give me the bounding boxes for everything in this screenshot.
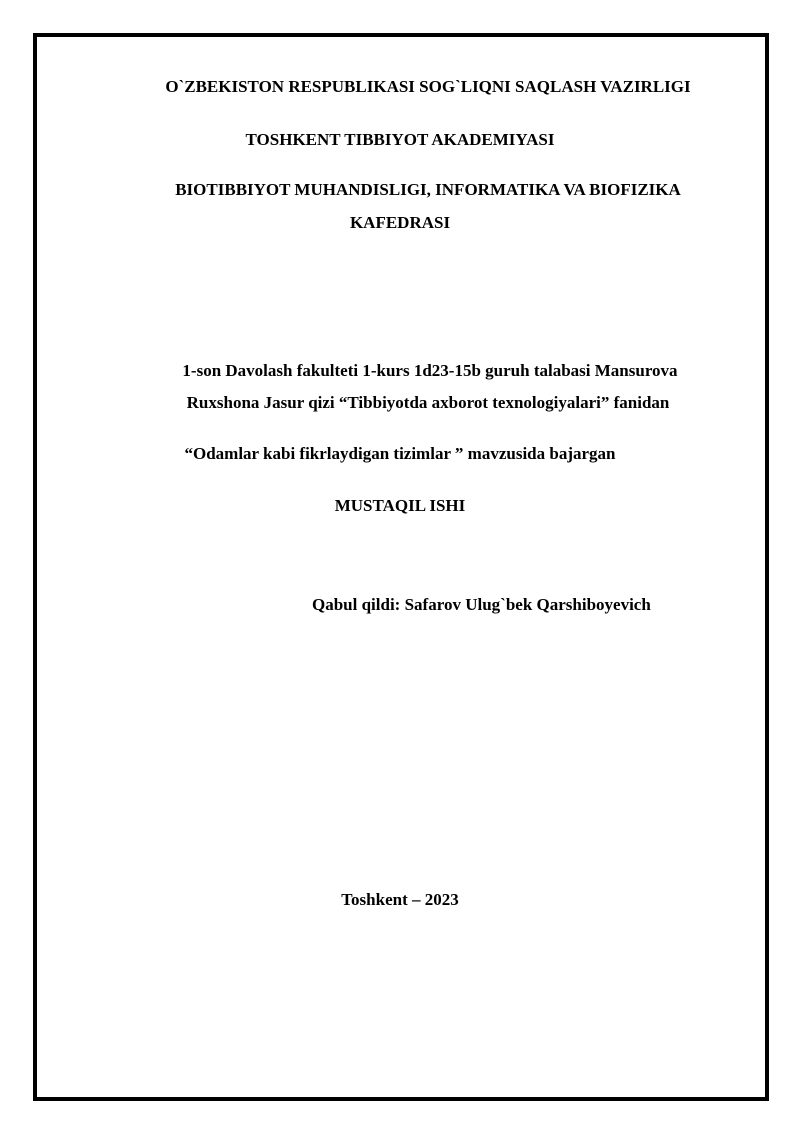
topic-line: “Odamlar kabi fikrlaydigan tizimlar ” mavzusida bajargan [184, 444, 616, 463]
department-heading-line1: BIOTIBBIYOT MUHANDISLIGI, INFORMATIKA VA BIOFIZIKA [175, 180, 681, 199]
accepted-by-line: Qabul qildi: Safarov Ulug`bek Qarshiboyevich [312, 595, 651, 614]
student-info-line1: 1-son Davolash fakulteti 1-kurs 1d23-15b guruh talabasi Mansurova [182, 361, 678, 380]
academy-heading: TOSHKENT TIBBIYOT AKADEMIYASI [245, 130, 555, 149]
department-heading-line2: KAFEDRASI [349, 213, 451, 232]
student-info-line2: Ruxshona Jasur qizi “Tibbiyotda axborot texnologiyalari” fanidan [186, 393, 670, 412]
city-year-footer: Toshkent – 2023 [341, 890, 459, 909]
ministry-heading: O`ZBEKISTON RESPUBLIKASI SOG`LIQNI SAQLASH VAZIRLIGI [165, 77, 691, 96]
work-type-title: MUSTAQIL ISHI [334, 496, 466, 515]
